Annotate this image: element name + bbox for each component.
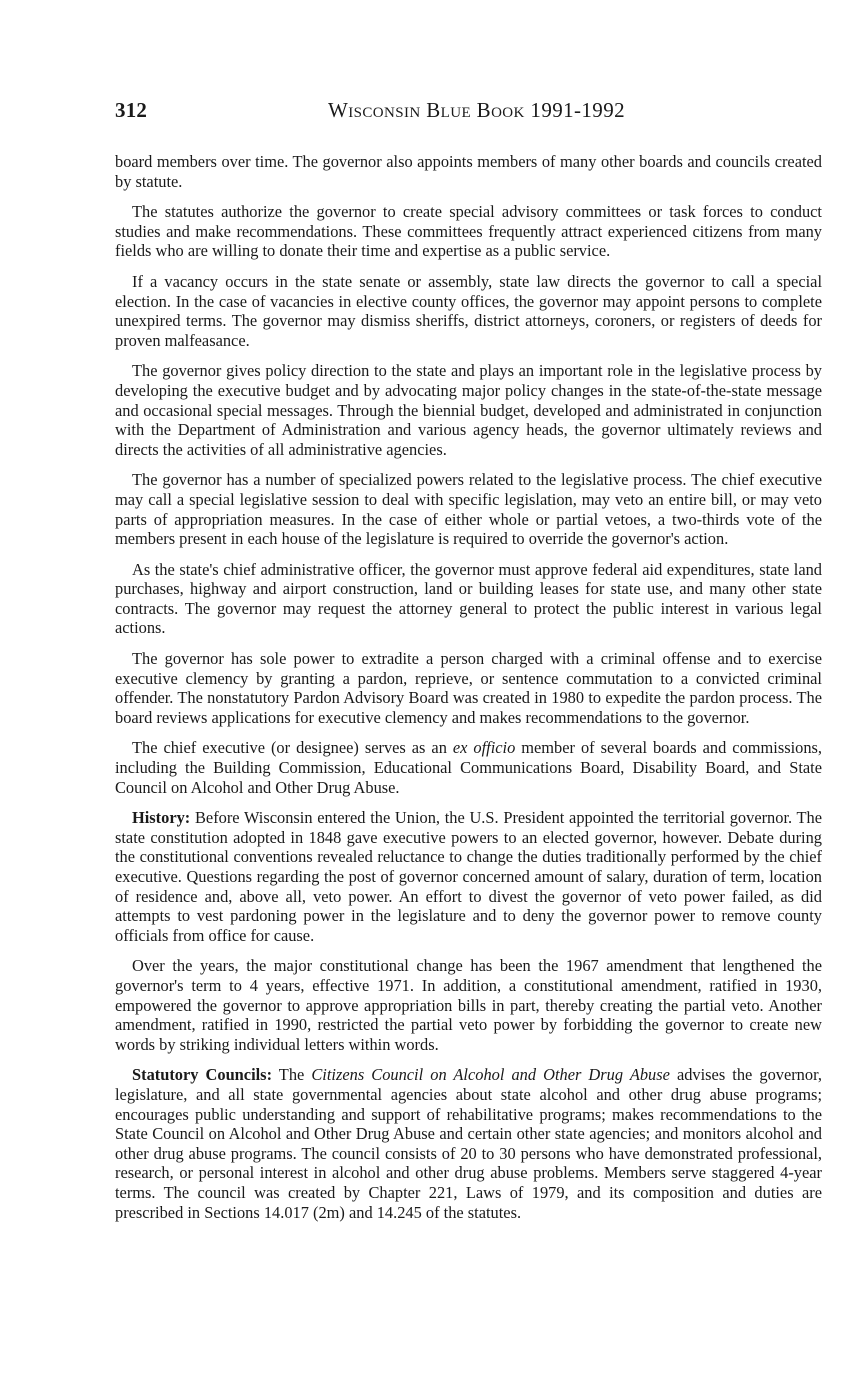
paragraph-administrative-officer: As the state's chief administrative officer, the governor must approve federal aid expenditures, state land purchases, highway and airport construction, land or building leases for state use, and many other state contracts. The governor may request the attorney general to protect the public interest in various legal actions. bbox=[115, 559, 822, 638]
statutory-councils-text-before: The bbox=[272, 1065, 312, 1085]
history-heading: History: bbox=[132, 808, 191, 828]
citizens-council-name: Citizens Council on Alcohol and Other Drug Abuse bbox=[311, 1065, 670, 1085]
paragraph-ex-officio bbox=[115, 738, 822, 797]
paragraph-clemency: The governor has sole power to extradite a person charged with a criminal offense and to exercise executive clemency by granting a pardon, reprieve, or sentence commutation to a convicted criminal offender. The nonstatutory Pardon Advisory Board was created in 1980 to expedite the pardon process. The board reviews applications for executive clemency and makes recommendations to the governor. bbox=[115, 649, 822, 727]
paragraph-policy-direction: The governor gives policy direction to the state and plays an important role in the legislative process by developing the executive budget and by advocating major policy changes in the state-of-the-state message and occasional special messages. Through the biennial budget, developed and administrated in conjunction with the Department of Administration and various agency heads, the governor ultimately reviews and directs the activities of all administrative agencies. bbox=[115, 361, 822, 459]
running-head: Wisconsin Blue Book 1991-1992 bbox=[328, 98, 626, 122]
body-text bbox=[115, 152, 822, 1222]
paragraph-history bbox=[115, 808, 822, 945]
ex-officio-text-before: The chief executive (or designee) serves as an bbox=[132, 738, 453, 758]
statutory-councils-heading: Statutory Councils: bbox=[132, 1065, 273, 1085]
ex-officio-italic: ex officio bbox=[452, 738, 516, 758]
paragraph-statutory-councils bbox=[115, 1065, 822, 1222]
page-number: 312 bbox=[115, 98, 148, 122]
paragraph-advisory-committees: The statutes authorize the governor to create special advisory committees or task forces to conduct studies and make recommendations. These committees frequently attract experienced citizens from many fields who are willing to donate their time and expertise as a public service. bbox=[115, 202, 822, 261]
paragraph-board-members: board members over time. The governor also appoints members of many other boards and councils created by statute. bbox=[115, 152, 822, 191]
page-header bbox=[115, 98, 822, 138]
ex-officio-text-after: member of several boards and commissions, including the Building Commission, Educational Communications Board, Disability Board, and State Council on Alcohol and Other Drug Abuse. bbox=[115, 738, 823, 797]
paragraph-vacancies: If a vacancy occurs in the state senate or assembly, state law directs the governor to call a special election. In the case of vacancies in elective county offices, the governor may appoint persons to complete unexpired terms. The governor may dismiss sheriffs, district attorneys, coroners, or registers of deeds for proven malfeasance. bbox=[115, 271, 822, 350]
history-text: Before Wisconsin entered the Union, the U.S. President appointed the territorial governor. The state constitution adopted in 1848 gave executive powers to an elected governor, however. Debate during the constitutional conventions revealed reluctance to change the duties traditionally performed by the chief executive. Questions regarding the post of governor concerned amount of salary, duration of term, location of residence and, above all, veto power. An effort to divest the governor of veto power failed, as did attempts to vest pardoning power in the legislature and to deny the governor power to remove county officials from office for cause. bbox=[115, 808, 822, 945]
paragraph-legislative-powers: The governor has a number of specialized powers related to the legislative process. The chief executive may call a special legislative session to deal with specific legislation, may veto an entire bill, or may veto parts of appropriation measures. In the case of either whole or partial vetoes, a two-thirds vote of the members present in each house of the legislature is required to override the governor's action. bbox=[115, 470, 822, 549]
book-page bbox=[115, 98, 822, 1233]
statutory-councils-text-after: advises the governor, legislature, and all state governmental agencies about state alcohol and other drug abuse programs; encourages public understanding and support of rehabilitative programs; makes recommendations to the State Council on Alcohol and Other Drug Abuse and certain other state agencies; and monitors alcohol and other drug abuse programs. The council consists of 20 to 30 persons who have demonstrated professional, research, or personal interest in alcohol and other drug abuse problems. Members serve staggered 4-year terms. The council was created by Chapter 221, Laws of 1979, and its composition and duties are prescribed in Sections 14.017 (2m) and 14.245 of the statutes. bbox=[115, 1065, 822, 1222]
paragraph-constitutional-change: Over the years, the major constitutional change has been the 1967 amendment that lengthened the governor's term to 4 years, effective 1971. In addition, a constitutional amendment, ratified in 1930, empowered the governor to approve appropriation bills in part, thereby creating the partial veto. Another amendment, ratified in 1990, restricted the partial veto power by forbidding the governor to create new words by striking individual letters within words. bbox=[115, 956, 822, 1054]
